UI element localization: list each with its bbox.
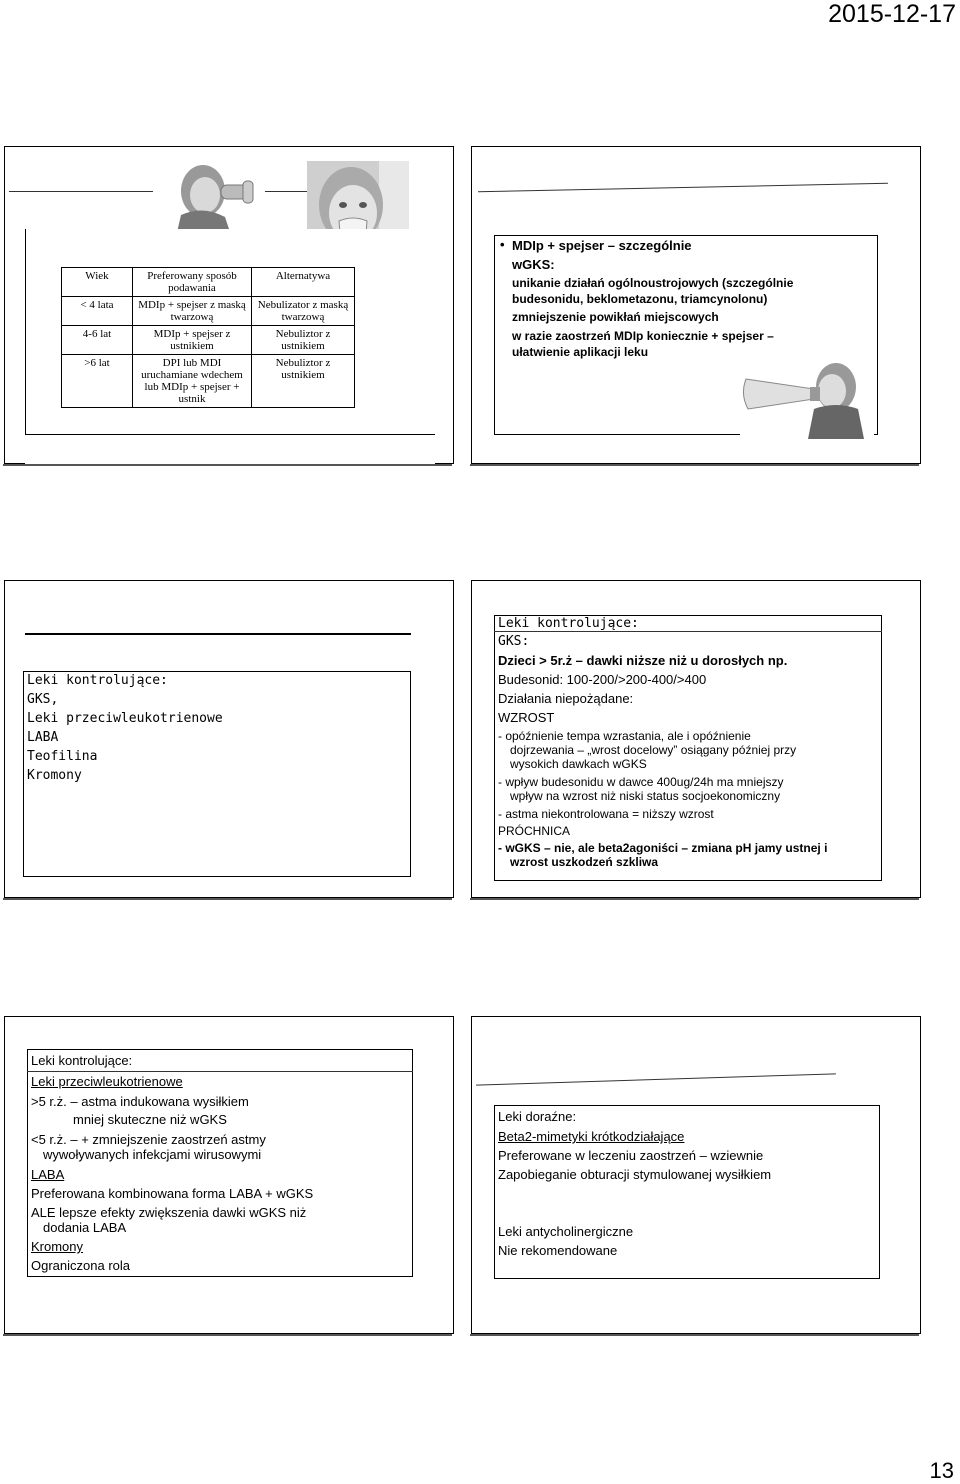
slide-5-line: wywoływanych infekcjami wirusowymi — [43, 1147, 262, 1162]
table-row — [62, 326, 355, 355]
slide-header-rule — [25, 633, 411, 635]
slide-5-line: <5 r.ż. – + zmniejszenie zaostrzeń astmy — [31, 1132, 266, 1147]
slide-4-line: wysokich dawkach wGKS — [510, 757, 647, 771]
slide-2-line: wGKS: — [512, 257, 555, 272]
slide-4-line: - astma niekontrolowana = niższy wzrost — [498, 807, 714, 821]
slide-5-line: Preferowana kombinowana forma LABA + wGKS — [31, 1186, 314, 1201]
slide-4-line: Budesonid: 100-200/>200-400/>400 — [498, 672, 707, 687]
table-header-row — [62, 268, 355, 297]
slide-3-line: LABA — [27, 730, 59, 745]
slide-4-line: - opóźnienie tempa wzrastania, ale i opóźnienie — [498, 729, 751, 743]
administration-route-table — [61, 267, 355, 408]
table-cell: MDIp + spejser z ustnikiem — [133, 326, 252, 355]
table-cell: Nebuliztor z ustnikiem — [252, 326, 355, 355]
slide-2-line: unikanie działań ogólnoustrojowych (szczególnie — [512, 276, 794, 290]
slide-2-line: budesonidu, beklometazonu, triamcynolonu) — [512, 292, 768, 306]
table-cell: MDIp + spejser z maską twarzową — [133, 297, 252, 326]
table-cell: 4-6 lat — [62, 326, 133, 355]
slide-4-line: - wGKS – nie, ale beta2agoniści – zmiana pH jamy ustnej i — [498, 841, 828, 855]
slide-6 — [471, 1016, 921, 1334]
table-cell: Nebulizator z maską twarzową — [252, 297, 355, 326]
slide-5-line: Leki kontrolujące: — [31, 1053, 133, 1068]
slide-4-line: PRÓCHNICA — [498, 824, 571, 838]
slide-4-line: - wpływ budesonidu w dawce 400ug/24h ma mniejszy — [498, 775, 784, 789]
slide-3-line: Kromony — [27, 768, 82, 783]
slide-5-line: Kromony — [31, 1239, 84, 1254]
table-cell: < 4 lata — [62, 297, 133, 326]
slide-3-line: Teofilina — [27, 749, 98, 764]
table-cell: >6 lat — [62, 355, 133, 408]
slide-4-line: dojrzewania – „wrost docelowy” osiągany później przy — [510, 743, 797, 757]
table-header-cell: Preferowany sposób podawania — [133, 268, 252, 297]
slide-5-line: >5 r.ż. – astma indukowana wysiłkiem — [31, 1094, 249, 1109]
slide-2-line: zmniejszenie powikłań miejscowych — [512, 310, 719, 324]
table-row — [62, 355, 355, 408]
slide-header-rule — [494, 631, 882, 632]
slide-5-line: mniej skuteczne niż wGKS — [73, 1112, 227, 1127]
print-date: 2015-12-17 — [828, 0, 956, 28]
page-number: 13 — [929, 1458, 954, 1483]
slide-5-line: Leki przeciwleukotrienowe — [31, 1074, 183, 1089]
slide-header-rule — [476, 1073, 836, 1085]
slide-3-line: GKS, — [27, 692, 59, 707]
slide-4-line: wzrost uszkodzeń szkliwa — [510, 855, 659, 869]
slide-4-line: Działania niepożądane: — [498, 691, 634, 706]
slide-5-line: ALE lepsze efekty zwiększenia dawki wGKS niż — [31, 1205, 307, 1220]
bullet-dot: • — [500, 237, 505, 252]
slide-2 — [471, 146, 921, 464]
slide-5-line: dodania LABA — [43, 1220, 127, 1235]
slide-5-line: LABA — [31, 1167, 65, 1182]
slide-6-line: Nie rekomendowane — [498, 1243, 618, 1258]
slide-4-line: GKS: — [498, 634, 530, 649]
slide-6-line: Zapobieganie obturacji stymulowanej wysiłkiem — [498, 1167, 772, 1182]
slide-2-line: ułatwienie aplikacji leku — [512, 345, 649, 359]
slide-2-line: MDIp + spejser – szczególnie — [512, 238, 692, 253]
table-header-cell: Alternatywa — [252, 268, 355, 297]
slide-4-line: Leki kontrolujące: — [498, 616, 639, 631]
slide-6-line: Leki doraźne: — [498, 1109, 577, 1124]
slide-header-rule — [27, 1071, 413, 1072]
slide-6-line: Preferowane w leczeniu zaostrzeń – wziewnie — [498, 1148, 764, 1163]
slide-1 — [4, 146, 454, 464]
slide-3-line: Leki kontrolujące: — [27, 673, 168, 688]
slide-4 — [471, 580, 921, 898]
slide-4-line: Dzieci > 5r.ż – dawki niższe niż u dorosłych np. — [498, 653, 788, 668]
slide-3 — [4, 580, 454, 898]
table-header-cell: Wiek — [62, 268, 133, 297]
child-spacer-photo — [740, 349, 874, 439]
table-cell: Nebuliztor z ustnikiem — [252, 355, 355, 408]
slide-3-line: Leki przeciwleukotrienowe — [27, 711, 223, 726]
slide-4-line: wpływ na wzrost niż niski status socjoekonomiczny — [510, 789, 781, 803]
slide-5-line: Ograniczona rola — [31, 1258, 130, 1273]
table-cell: DPI lub MDI uruchamiane wdechem lub MDIp + spejser + ustnik — [133, 355, 252, 408]
slide-header-rule — [478, 183, 888, 193]
slide-4-line: WZROST — [498, 710, 555, 725]
slide-6-line: Leki antycholinergiczne — [498, 1224, 634, 1239]
slide-2-line: w razie zaostrzeń MDIp koniecznie + spejser – — [512, 329, 774, 343]
table-row — [62, 297, 355, 326]
slide-6-line: Beta2-mimetyki krótkodziałające — [498, 1129, 685, 1144]
slide-5 — [4, 1016, 454, 1334]
